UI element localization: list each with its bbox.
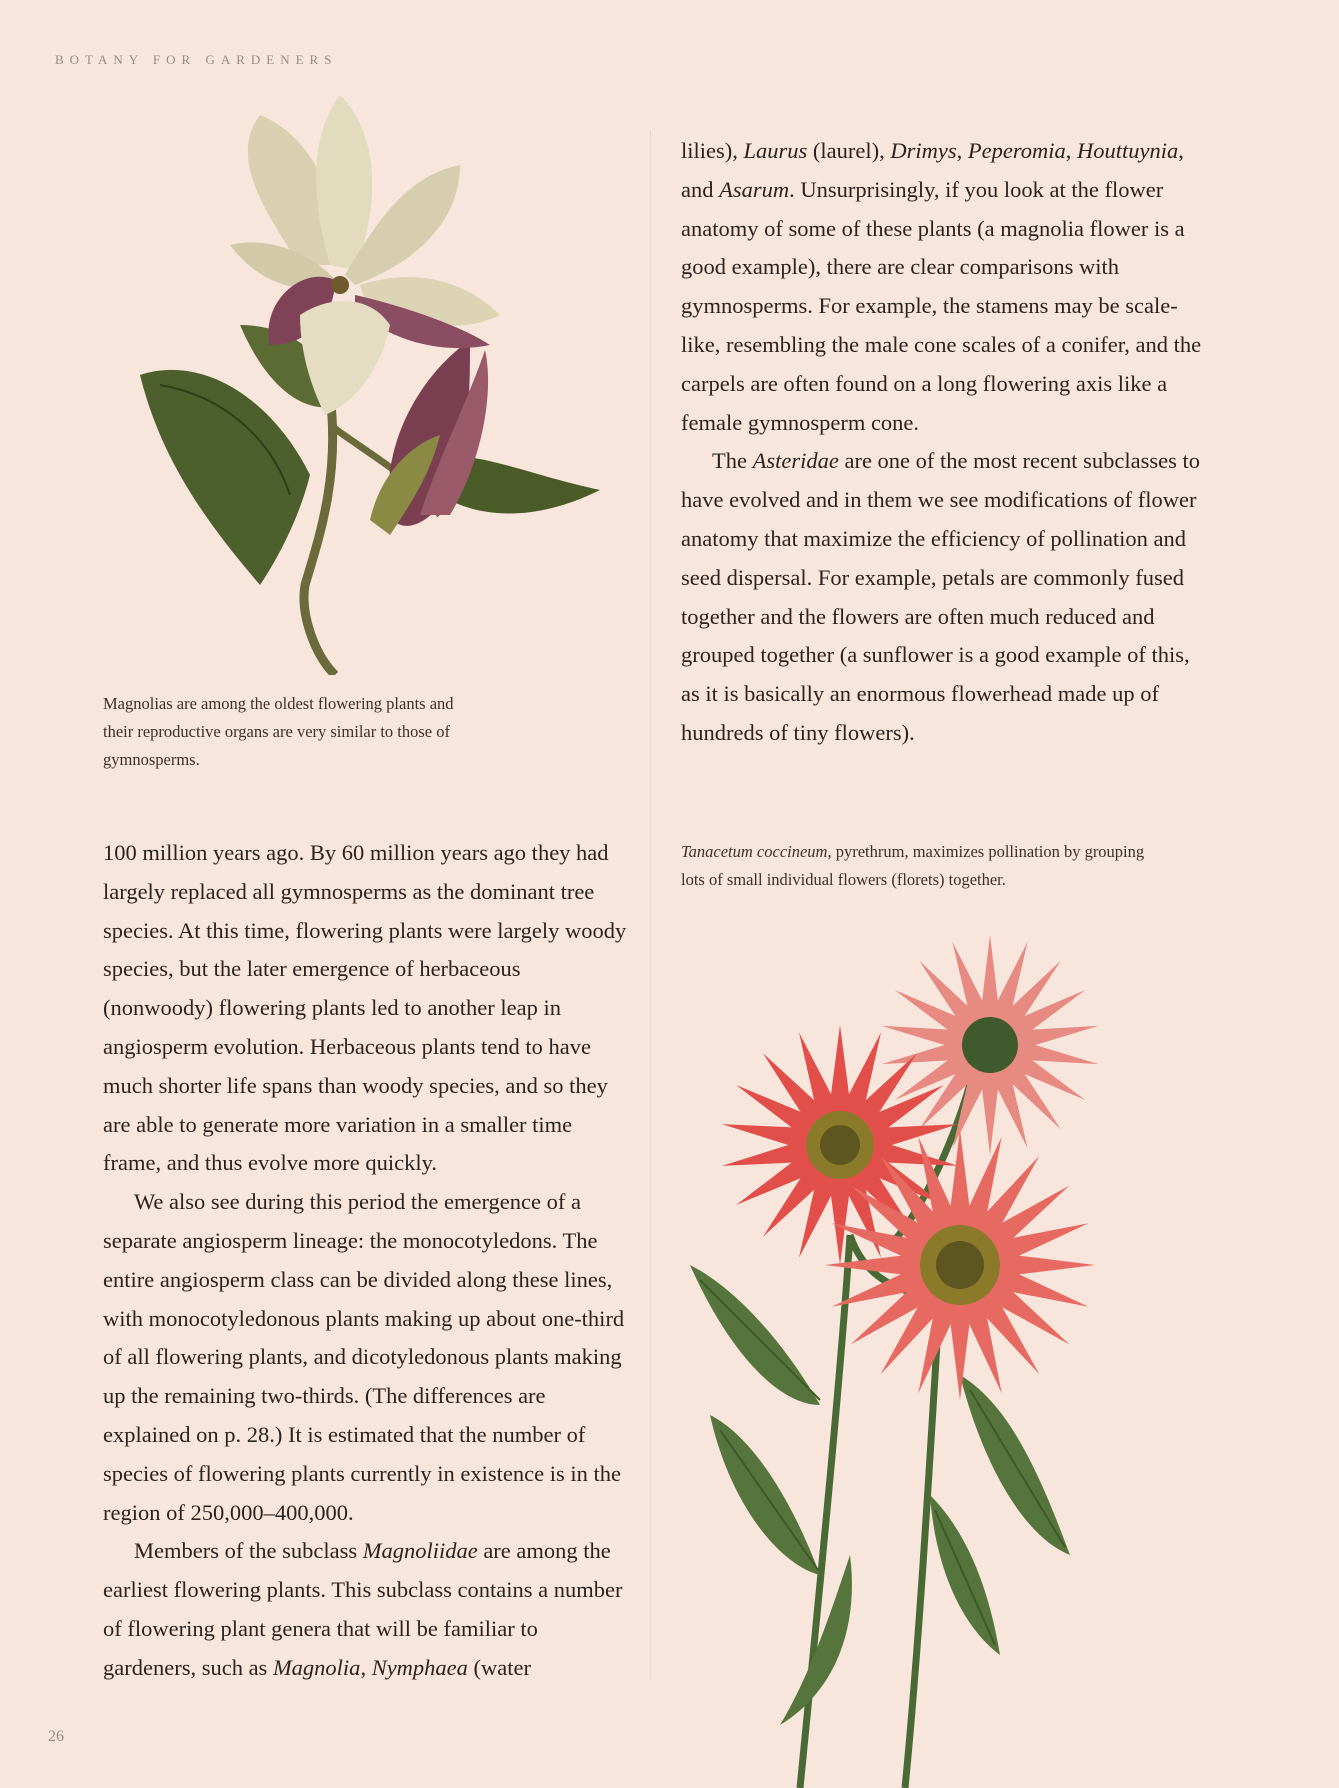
taxon-name: Asarum [719,176,790,202]
left-paragraph-2: We also see during this period the emergence of a separate angiosperm lineage: the monocotyledons. The entire angiosperm class can be divided along these lines, with monocotyledonous plants making up about one-third of all flowering plants, and dicotyledonous plants making up the remaining two-thirds. (The differences are explained on p. 28.) It is estimated that the number of species of flowering plants currently in existence is in the region of 250,000–400,000. [103,1189,625,1525]
left-paragraph-3 [103,1532,633,1687]
taxon-name: Asteridae [752,448,839,474]
text-run: , and [681,138,1184,202]
text-run: . Unsurprisingly, if you look at the flower anatomy of some of these plants (a magnolia flower is a good example), there are clear comparisons with gymnosperms. For example, the stamens may be scale-like, resembling the male cone scales of a conifer, and the carpels are often found on a long flowering axis like a female gymnosperm cone. [681,176,1202,435]
left-paragraph-1: 100 million years ago. By 60 million years ago they had largely replaced all gymnosperms as the dominant tree species. At this time, flowering plants were largely woody species, but the later emergence of herbaceous (nonwoody) flowering plants led to another leap in angiosperm evolution. Herbaceous plants tend to have much shorter life spans than woody species, and so they are able to generate more variation in a smaller time frame, and thus evolve more quickly. [103,840,627,1176]
taxon-name: Drimys [890,138,957,163]
caption-taxon: Tanacetum coccineum [681,842,828,861]
text-run: are one of the most recent subclasses to have evolved and in them we see modifications of flower anatomy that maximize the efficiency of pollination and seed dispersal. For example, petals are commonly fused together and the flowers are often much reduced and grouped together (a sunflower is a good example of this, as it is basically an enormous flowerhead made up of hundreds of tiny flowers). [681,448,1200,745]
taxon-name: Peperomia [967,138,1066,163]
magnolia-illustration [140,95,620,675]
text-run: , [360,1654,372,1680]
taxon-name: Laurus [743,138,808,163]
running-head: BOTANY FOR GARDENERS [55,52,338,67]
taxon-name: Houttuynia [1077,138,1179,163]
text-run: (laurel), [807,138,891,163]
text-run: are among the earliest flowering plants. This subclass contains a number of flowering plant genera that will be familiar to gardeners, such as [103,1538,623,1680]
text-run: (water [467,1654,532,1680]
page-number: 26 [48,1728,64,1745]
right-column-text [681,132,1211,753]
taxon-name: Nymphaea [371,1654,468,1680]
text-run: lilies), [681,138,744,163]
taxon-name: Magnolia [272,1654,361,1680]
right-paragraph-2 [681,442,1211,752]
magnolia-caption: Magnolias are among the oldest flowering plants and their reproductive organs are very similar to those of gymnosperms. [103,694,454,769]
tanacetum-illustration [690,935,1160,1788]
right-paragraph-1 [681,132,1211,442]
taxon-name: Magnoliidae [362,1538,478,1564]
text-run: , [956,138,968,163]
tanacetum-caption [681,838,1151,894]
caption-text: , pyrethrum, maximizes pollination by grouping lots of small individual flowers (florets) together. [681,842,1145,889]
left-column-text [103,834,633,1688]
text-run: Members of the subclass [134,1538,363,1564]
text-run: , [1065,138,1078,163]
text-run: The [712,448,753,474]
column-divider [650,130,651,1680]
